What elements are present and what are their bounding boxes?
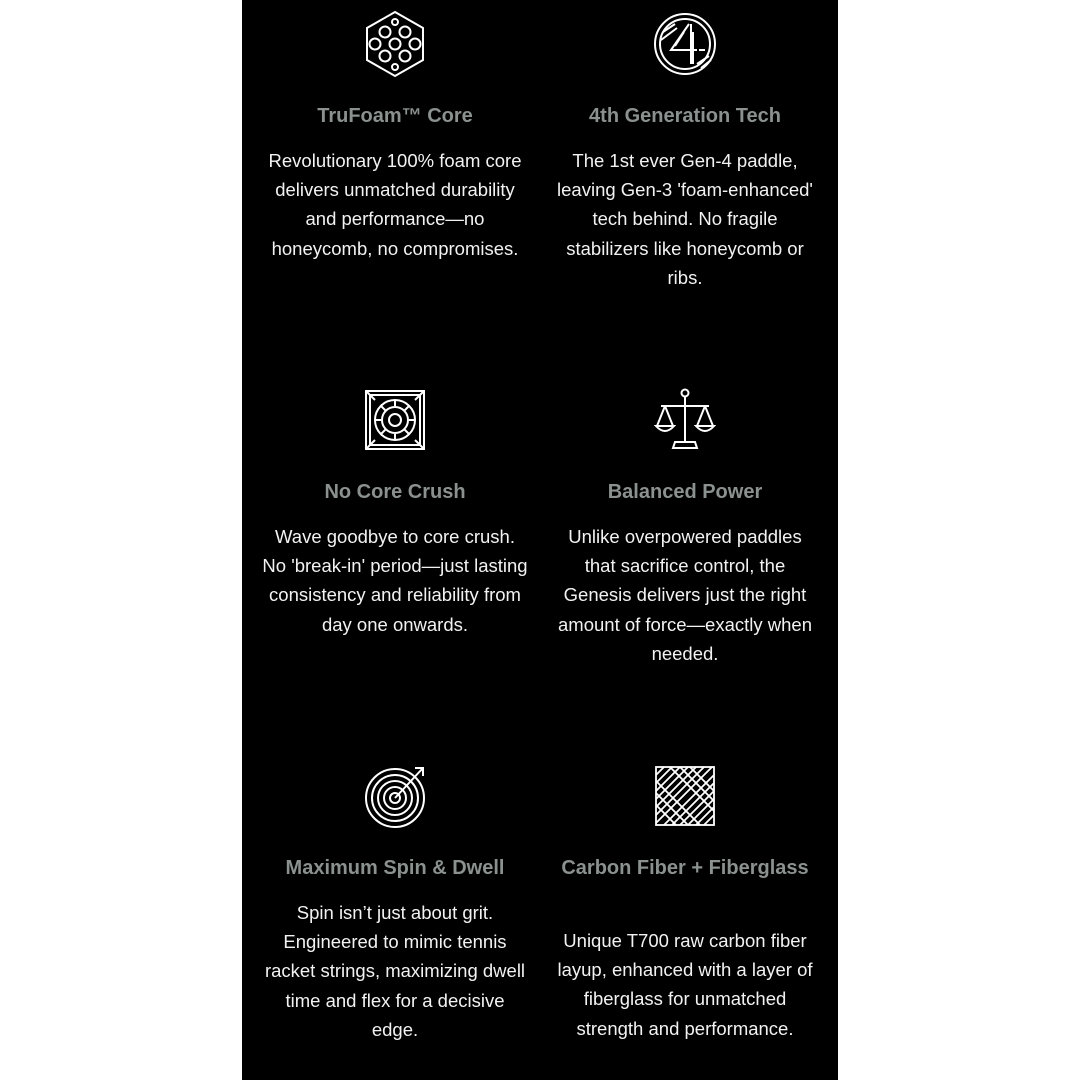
balance-scale-icon [653,386,717,454]
feature-4th-generation-tech [540,0,830,330]
feature-balanced-power [540,376,830,706]
feature-title: 4th Generation Tech [589,105,781,127]
feature-carbon-fiber-fiberglass [540,752,830,1080]
feature-description: Unique T700 raw carbon fiber layup, enhanced with a layer of fiberglass for unmatched strength and performance. [557,930,813,1039]
feature-maximum-spin-dwell [250,752,540,1080]
honeycomb-hexagon-icon [363,10,427,78]
feature-title: Carbon Fiber + Fiberglass [561,857,809,879]
feature-description: Wave goodbye to core crush. No 'break-in' period—just lasting consistency and reliability from day one onwards. [262,526,528,635]
feature-description: Revolutionary 100% foam core delivers unmatched durability and performance—no honeycomb, no compromises. [268,150,522,259]
features-panel [242,0,838,1080]
feature-description: Spin isn’t just about grit. Engineered to mimic tennis racket strings, maximizing dwell time and flex for a decisive edge. [264,902,526,1040]
feature-no-core-crush [250,376,540,706]
feature-title: TruFoam™ Core [317,105,473,127]
feature-title: Maximum Spin & Dwell [285,857,505,879]
feature-description: The 1st ever Gen-4 paddle, leaving Gen-3 'foam-enhanced' tech behind. No fragile stabilizers like honeycomb or ribs. [557,150,813,288]
woven-herringbone-icon [653,762,717,830]
compressed-core-icon [363,386,427,454]
feature-title: Balanced Power [607,481,763,503]
feature-description: Unlike overpowered paddles that sacrifice control, the Genesis delivers just the right amount of force—exactly when needed. [558,526,812,664]
feature-title: No Core Crush [324,481,466,503]
gen-4-circle-icon [653,10,717,78]
feature-trufoam-core [250,0,540,330]
spin-target-icon [363,762,427,830]
